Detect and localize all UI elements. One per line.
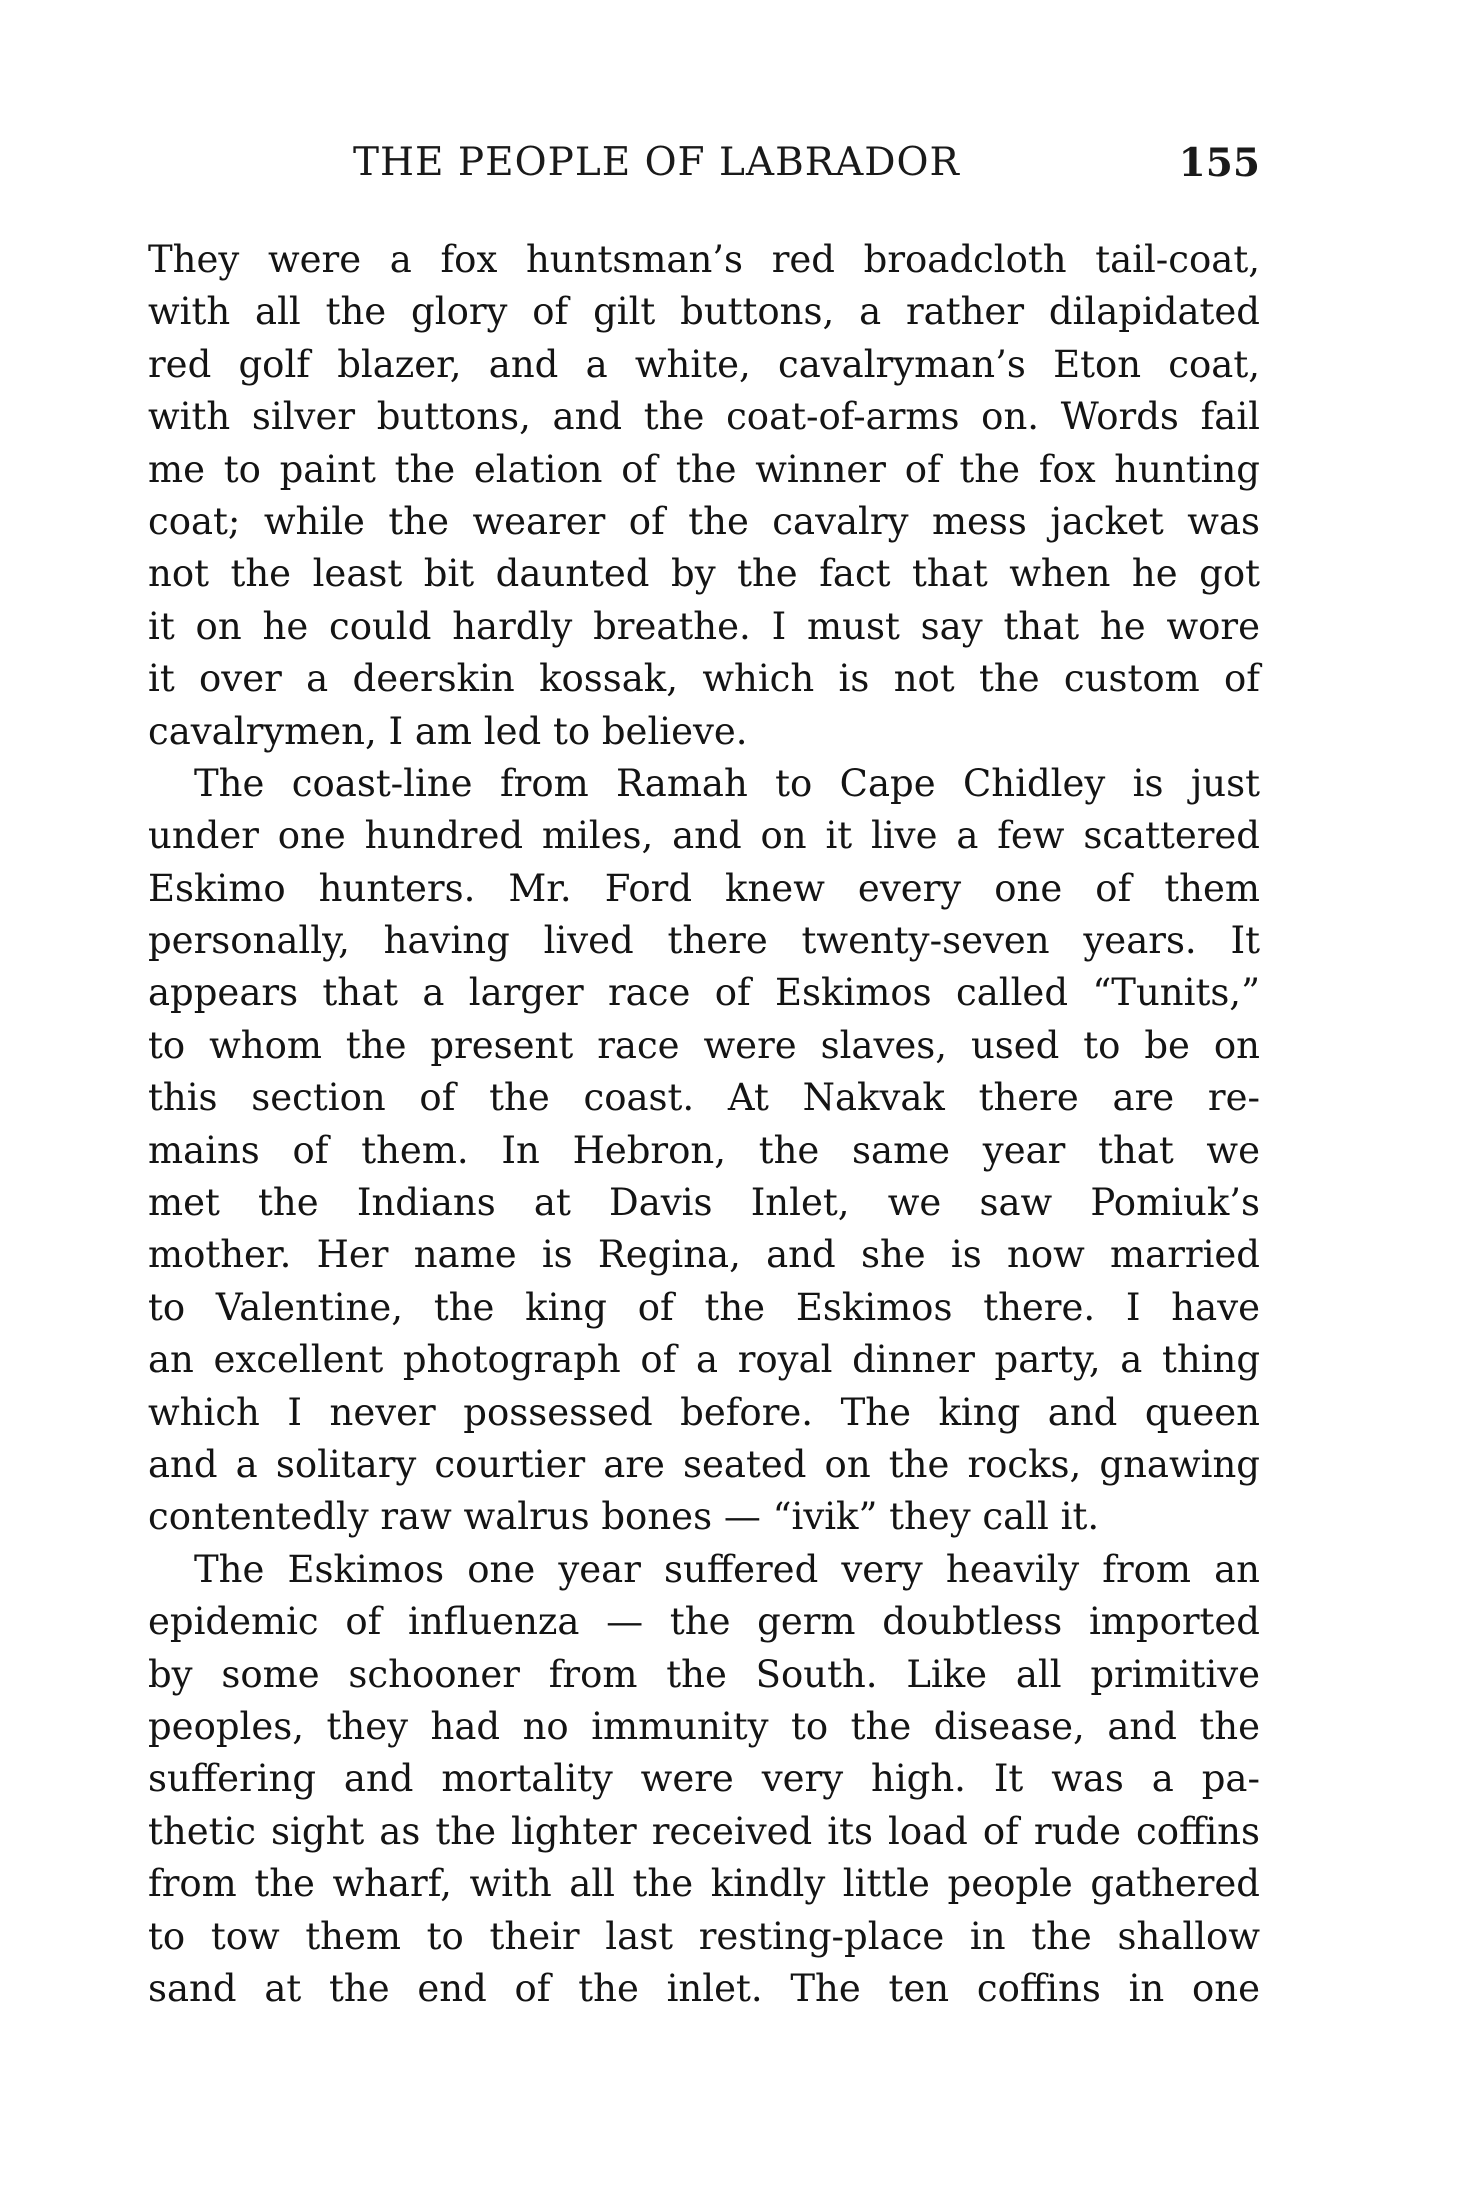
text-line: me to paint the elation of the winner of the fox hunting [148,447,1260,491]
text-line: cavalrymen, I am led to believe. [148,709,748,753]
text-line: an excellent photograph of a royal dinner party, a thing [148,1338,1260,1382]
running-head [148,140,1260,200]
text-line: coat; while the wearer of the cavalry mess jacket was [148,499,1260,543]
text-line: to whom the present race were slaves, used to be on [148,1023,1260,1067]
text-line: it on he could hardly breathe. I must say that he wore [148,604,1260,648]
text-line: personally, having lived there twenty-seven years. It [148,919,1260,963]
text-line: mains of them. In Hebron, the same year that we [148,1128,1260,1172]
text-line: to tow them to their last resting-place in the shallow [148,1914,1260,1958]
text-line: by some schooner from the South. Like all primitive [148,1652,1260,1696]
text-line: under one hundred miles, and on it live a few scattered [148,814,1260,858]
text-line: it over a deerskin kossak, which is not the custom of [148,657,1260,701]
text-line: this section of the coast. At Nakvak there are re- [148,1076,1260,1120]
text-line: epidemic of influenza — the germ doubtless imported [148,1600,1260,1644]
text-line: contentedly raw walrus bones — “ivik” they call it. [148,1495,1100,1539]
page-number: 155 [1178,140,1260,186]
text-line: which I never possessed before. The king and queen [148,1390,1260,1434]
text-line: Eskimo hunters. Mr. Ford knew every one of them [148,866,1260,910]
text-line: suffering and mortality were very high. It was a pa- [148,1757,1260,1801]
text-line: red golf blazer, and a white, cavalryman’s Eton coat, [148,342,1260,386]
text-line: peoples, they had no immunity to the disease, and the [148,1704,1260,1748]
paragraph-1 [148,234,1260,758]
running-title: THE PEOPLE OF LABRADOR [353,140,960,185]
text-line: to Valentine, the king of the Eskimos there. I have [148,1285,1260,1329]
paragraph-2 [148,758,1260,1544]
text-line: with all the glory of gilt buttons, a rather dilapidated [148,290,1260,334]
text-line: sand at the end of the inlet. The ten coffins in one [148,1966,1260,2010]
text-line: with silver buttons, and the coat-of-arms on. Words fail [148,395,1260,439]
text-line: from the wharf, with all the kindly little people gathered [148,1862,1260,1906]
text-line: They were a fox huntsman’s red broadcloth tail-coat, [148,238,1260,281]
text-line: The Eskimos one year suffered very heavily from an [194,1547,1260,1591]
text-line: mother. Her name is Regina, and she is now married [148,1233,1260,1277]
text-line: not the least bit daunted by the fact that when he got [148,552,1260,596]
paragraph-3 [148,1544,1260,2016]
text-line: met the Indians at Davis Inlet, we saw Pomiuk’s [148,1181,1260,1225]
body-text [148,234,1260,2015]
text-line: appears that a larger race of Eskimos called “Tunits,” [148,971,1260,1015]
text-line: thetic sight as the lighter received its load of rude coffins [148,1809,1260,1853]
text-line: The coast-line from Ramah to Cape Chidley is just [194,761,1260,805]
text-line: and a solitary courtier are seated on the rocks, gnawing [148,1442,1260,1486]
